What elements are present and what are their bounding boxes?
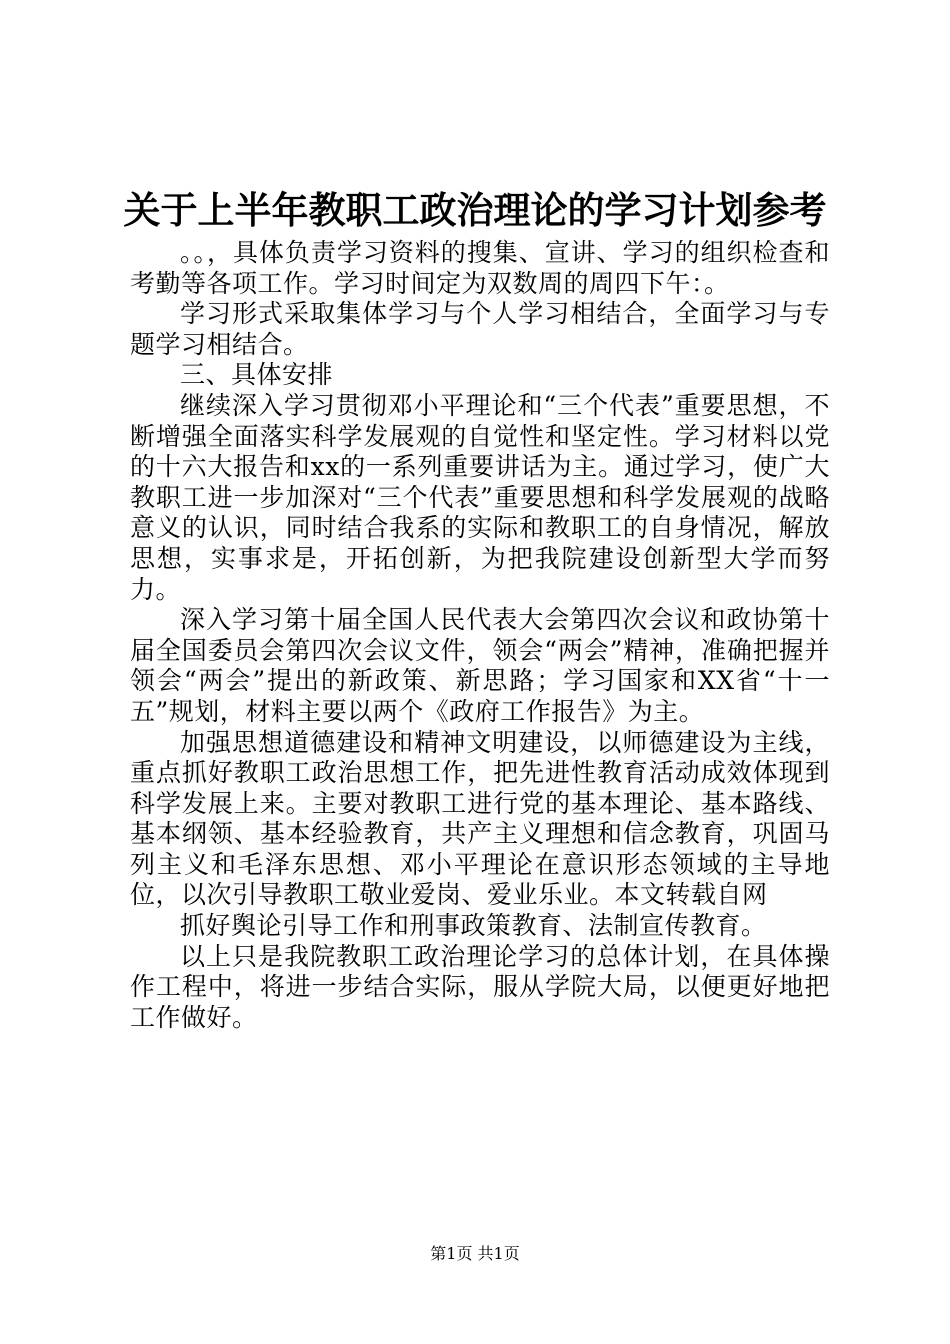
document-body: [130, 238, 830, 1033]
page-number-footer: 第1页 共1页: [430, 1244, 520, 1263]
paragraph-moral-construction: 加强思想道德建设和精神文明建设，以师德建设为主线，重点抓好教职工政治思想工作，把先进性教育活动成效体现到科学发展上来。主要对教职工进行党的基本理论、基本路线、基本纲领、基本经验教育，共产主义理想和信念教育，巩固马列主义和毛泽东思想、邓小平理论在意识形态领域的主导地位，以次引导教职工敬业爱岗、爱业乐业。本文转载自网: [130, 727, 830, 910]
paragraph-study-format: 学习形式采取集体学习与个人学习相结合，全面学习与专题学习相结合。: [130, 299, 830, 359]
paragraph-responsibility: 。。，具体负责学习资料的搜集、宣讲、学习的组织检查和考勤等各项工作。学习时间定为双数周的周四下午：。: [130, 238, 830, 298]
paragraph-conclusion: 以上只是我院教职工政治理论学习的总体计划，在具体操作工程中，将进一步结合实际，服从学院大局，以便更好地把工作做好。: [130, 941, 830, 1032]
paragraph-two-sessions: 深入学习第十届全国人民代表大会第四次会议和政协第十届全国委员会第四次会议文件，领会“两会”精神，准确把握并领会“两会”提出的新政策、新思路；学习国家和XX省“十一五”规划，材料主要以两个《政府工作报告》为主。: [130, 605, 830, 726]
document-title: 关于上半年教职工政治理论的学习计划参考: [123, 188, 827, 232]
paragraph-public-opinion: 抓好舆论引导工作和刑事政策教育、法制宣传教育。: [180, 911, 767, 941]
section-heading-arrangement: 三、具体安排: [180, 360, 334, 390]
paragraph-theory-study: 继续深入学习贯彻邓小平理论和“三个代表”重要思想，不断增强全面落实科学发展观的自觉性和坚定性。学习材料以党的十六大报告和xx的一系列重要讲话为主。通过学习，使广大教职工进一步加深对“三个代表”重要思想和科学发展观的战略意义的认识，同时结合我系的实际和教职工的自身情况，解放思想，实事求是，开拓创新，为把我院建设创新型大学而努力。: [130, 390, 830, 604]
